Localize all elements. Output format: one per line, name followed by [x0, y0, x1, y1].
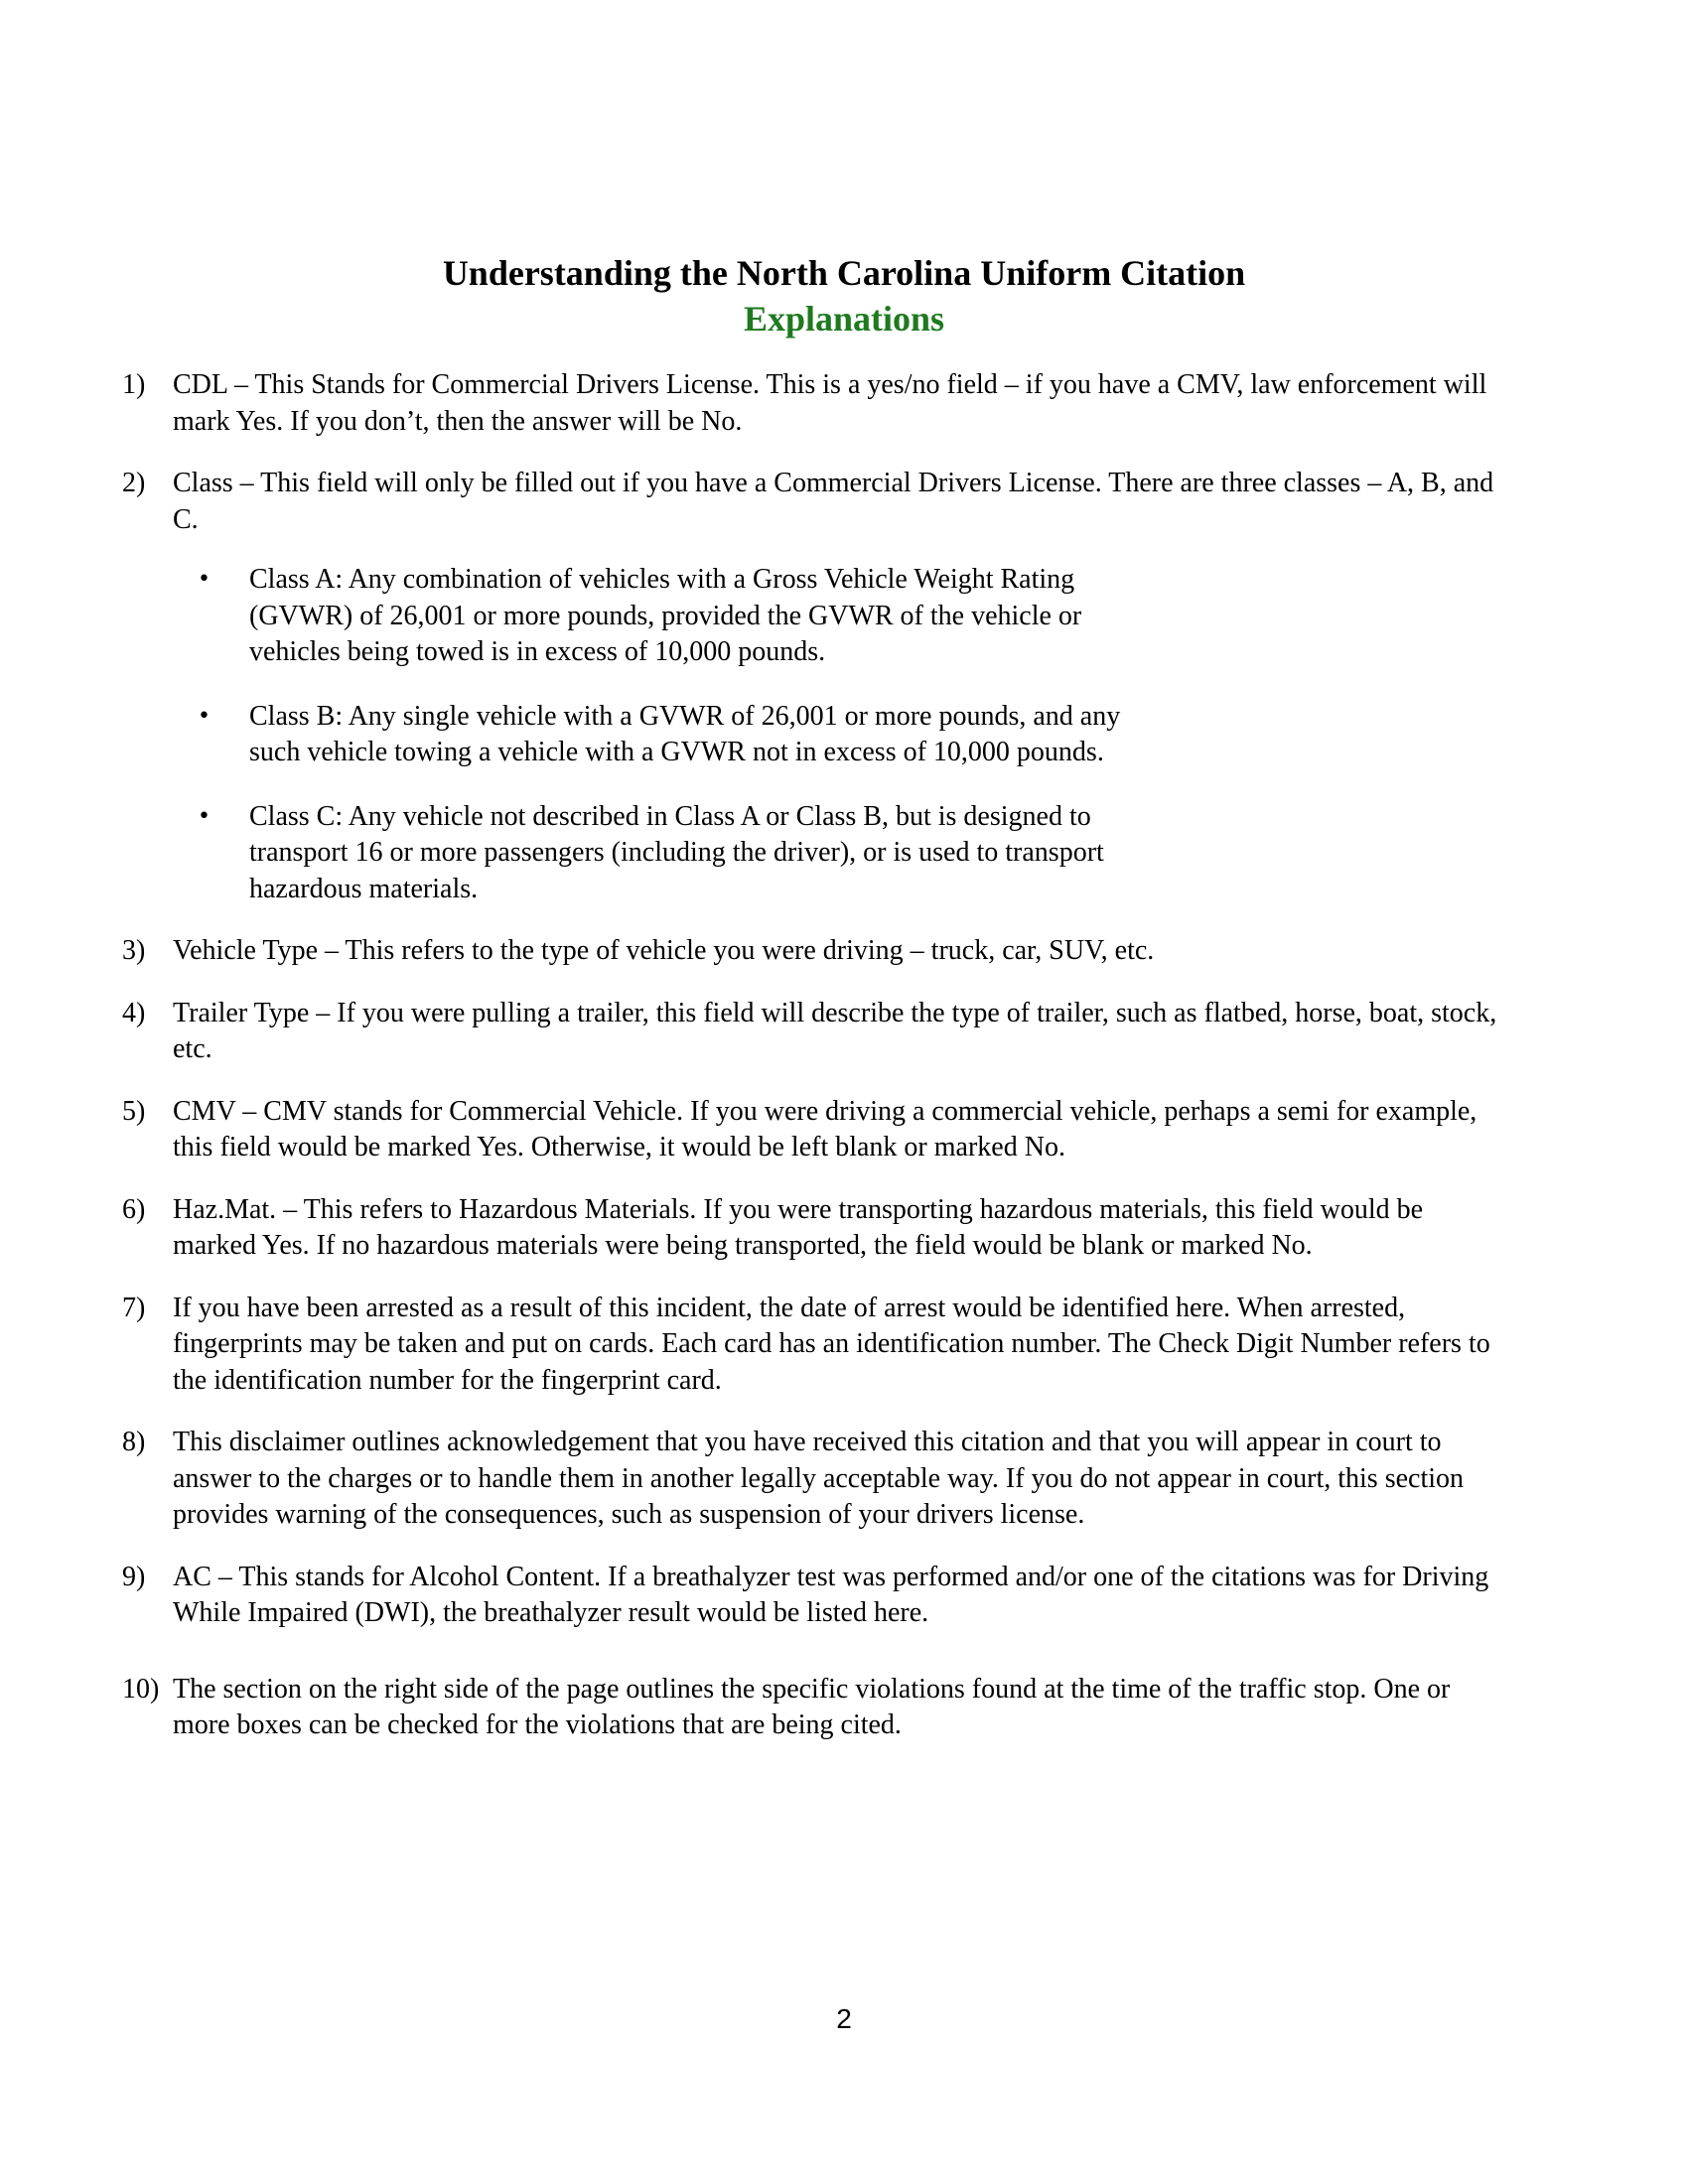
item-number: 5)	[122, 1095, 146, 1127]
list-item-4	[122, 996, 1512, 1068]
item-text: AC – This stands for Alcohol Content. If a breathalyzer test was performed and/or one of the citations was for Driving While Impaired (DWI), the breathalyzer result would be listed here.	[173, 1561, 1489, 1628]
item-text: CDL – This Stands for Commercial Drivers License. This is a yes/no field – if you have a CMV, law enforcement will mark Yes. If you don’t, then the answer will be No.	[173, 369, 1487, 437]
list-item-9	[122, 1560, 1512, 1632]
bullet-text: Class A: Any combination of vehicles with a Gross Vehicle Weight Rating (GVWR) of 26,001 or more pounds, provided the GVWR of the vehicle or vehicles being towed is in excess of 10,000 pounds.	[249, 564, 1082, 667]
bullet-icon: •	[198, 803, 211, 829]
item-text: If you have been arrested as a result of this incident, the date of arrest would be identified here. When arrested, fingerprints may be taken and put on cards. Each card has an identification number. The Check Digit Number refers to the identification number for the fingerprint card.	[173, 1292, 1490, 1396]
bullet-class-c	[173, 799, 1126, 908]
list-item-6	[122, 1192, 1512, 1265]
item-number: 2)	[122, 468, 146, 498]
item-text: CMV – CMV stands for Commercial Vehicle. If you were driving a commercial vehicle, perhaps a semi for example, this field would be marked Yes. Otherwise, it would be left blank or marked No.	[173, 1095, 1477, 1162]
bullet-class-b	[173, 699, 1126, 771]
page-number: 2	[836, 2003, 852, 2034]
item-number: 4)	[122, 997, 146, 1028]
bullet-text: Class B: Any single vehicle with a GVWR of 26,001 or more pounds, and any such vehicle towing a vehicle with a GVWR not in excess of 10,000 pounds.	[249, 700, 1121, 767]
bullet-icon: •	[198, 567, 211, 592]
item-text: Vehicle Type – This refers to the type of vehicle you were driving – truck, car, SUV, etc.	[173, 935, 1155, 966]
item-text: Trailer Type – If you were pulling a trailer, this field will describe the type of trailer, such as flatbed, horse, boat, stock, etc.	[173, 997, 1497, 1064]
bullet-text: Class C: Any vehicle not described in Class A or Class B, but is designed to transport 16 or more passengers (including the driver), or is used to transport hazardous materials.	[249, 800, 1104, 904]
item-text: Class – This field will only be filled out if you have a Commercial Drivers License. There are three classes – A, B, and C.	[173, 468, 1494, 535]
list-item-2	[122, 466, 1512, 907]
list-item-10	[122, 1672, 1512, 1744]
list-item-5	[122, 1094, 1512, 1166]
page-header	[0, 250, 1688, 341]
list-item-8	[122, 1425, 1512, 1534]
item-text: Haz.Mat. – This refers to Hazardous Materials. If you were transporting hazardous materials, this field would be marked Yes. If no hazardous materials were being transported, the field would be blank or marked No.	[173, 1193, 1424, 1261]
list-item-3	[122, 933, 1512, 970]
item-number: 10)	[122, 1673, 160, 1705]
item-number: 9)	[122, 1561, 146, 1592]
item-text: This disclaimer outlines acknowledgement that you have received this citation and that you will appear in court to answer to the charges or to handle them in another legally acceptable way. If you do not appear in court, this section provides warning of the consequences, such as suspension of your drivers license.	[173, 1427, 1465, 1530]
bullet-class-a	[173, 562, 1126, 671]
item-number: 1)	[122, 369, 146, 400]
item-number: 3)	[122, 935, 146, 966]
item-number: 7)	[122, 1292, 146, 1323]
document-title: Understanding the North Carolina Uniform Citation	[442, 253, 1246, 293]
item-number: 6)	[122, 1193, 146, 1225]
class-bullet-list	[173, 562, 1126, 907]
explanations-list	[122, 367, 1512, 1770]
list-item-7	[122, 1291, 1512, 1400]
document-subtitle: Explanations	[743, 299, 945, 339]
item-text: The section on the right side of the page outlines the specific violations found at the time of the traffic stop. One or more boxes can be checked for the violations that are being cited.	[173, 1673, 1451, 1740]
item-number: 8)	[122, 1427, 146, 1457]
bullet-icon: •	[198, 703, 211, 729]
list-item-1	[122, 367, 1512, 440]
